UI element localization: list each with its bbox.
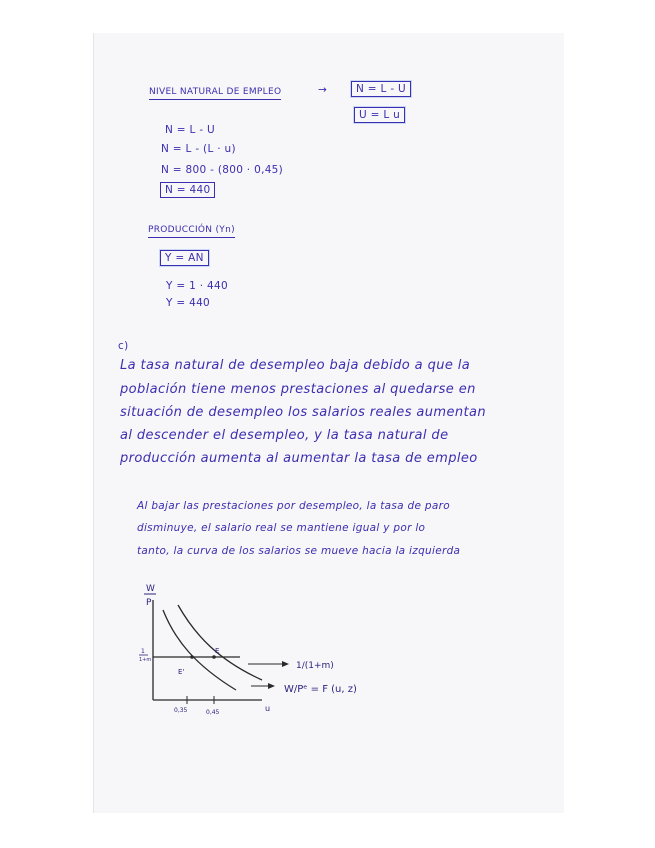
- paragraph2-line-3: tanto, la curva de los salarios se mueve hacia la izquierda: [137, 545, 461, 557]
- arrow-icon: →: [318, 84, 328, 96]
- equation-line-3: N = 800 - (800 · 0,45): [161, 164, 284, 176]
- heading-produccion: PRODUCCIÓN (Yn): [148, 225, 235, 238]
- y-axis-label-top: W: [146, 584, 155, 594]
- part-c-line-4: al descender el desempleo, y la tasa natural de: [120, 428, 449, 443]
- paragraph2-line-2: disminuye, el salario real se mantiene igual y por lo: [137, 522, 426, 534]
- x-axis-label: u: [265, 704, 271, 713]
- price-line-label: 1/(1+m): [296, 661, 334, 671]
- boxed-formula-n: N = L - U: [351, 81, 411, 97]
- production-line-1: Y = 1 · 440: [166, 280, 228, 292]
- boxed-formula-u: U = L u: [354, 107, 405, 123]
- x-tick-label-2: 0,45: [206, 709, 220, 716]
- wage-curve-new: [163, 610, 236, 690]
- equilibrium-point-e: [212, 655, 216, 659]
- equation-line-2: N = L - (L · u): [161, 143, 236, 155]
- part-c-label: c): [118, 340, 129, 352]
- part-c-line-3: situación de desempleo los salarios reales aumentan: [120, 405, 487, 420]
- y-axis-label-bottom: P: [146, 598, 152, 608]
- boxed-formula-y: Y = AN: [160, 250, 209, 266]
- equation-line-1: N = L - U: [165, 124, 216, 136]
- boxed-result-n: N = 440: [160, 182, 215, 198]
- paragraph2-line-1: Al bajar las prestaciones por desempleo, la tasa de paro: [137, 500, 450, 512]
- x-tick-label-1: 0,35: [174, 707, 188, 714]
- y-tick-denominator: 1+m: [139, 657, 152, 663]
- wage-curve-arrowhead-icon: [268, 683, 275, 689]
- heading-nivel-natural-empleo: NIVEL NATURAL DE EMPLEO: [149, 87, 281, 100]
- point-e-prime-label: E': [178, 668, 185, 676]
- part-c-line-5: producción aumenta al aumentar la tasa de empleo: [120, 451, 478, 466]
- wage-curve-label: W/Pᵉ = F (u, z): [284, 684, 357, 695]
- equilibrium-point-e-prime: [190, 655, 194, 659]
- production-line-2: Y = 440: [166, 297, 211, 309]
- part-c-line-1: La tasa natural de desempleo baja debido a que la: [120, 358, 471, 373]
- y-tick-numerator: 1: [141, 648, 145, 655]
- point-e-label: E: [215, 647, 220, 655]
- wage-curve-original: [178, 605, 262, 680]
- price-line-arrowhead-icon: [282, 661, 289, 667]
- part-c-line-2: población tiene menos prestaciones al quedarse en: [120, 382, 476, 397]
